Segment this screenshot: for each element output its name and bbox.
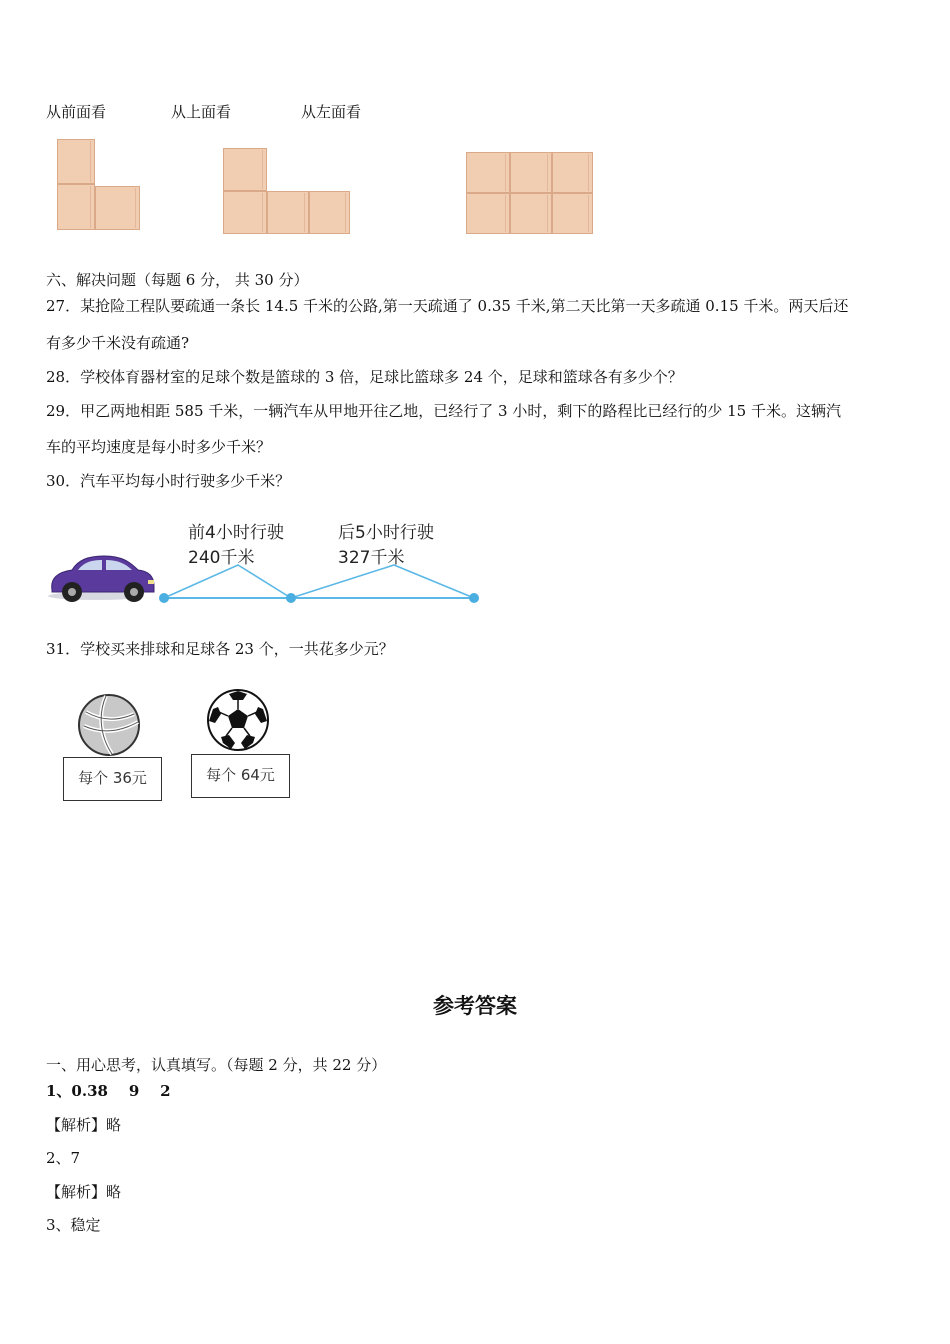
cube [466,193,510,234]
cube [57,139,95,184]
cube [267,191,309,234]
cube [552,193,593,234]
cube [95,186,140,230]
cube [552,152,593,193]
cube [223,148,267,191]
segment1-label-line1: 前4小时行驶 [188,523,284,543]
football-price-tag: 每个 64元 [191,754,290,798]
left-view-figure [466,152,593,234]
point-start [159,593,169,603]
point-middle [286,593,296,603]
answer-1: 1、0.38 9 2 [46,1082,171,1100]
question-27-line2: 有多少千米没有疏通? [46,334,190,352]
answer-1-note: 【解析】略 [46,1116,122,1134]
cube [223,191,267,234]
answer-2-note: 【解析】略 [46,1183,122,1201]
point-end [469,593,479,603]
question-29-line1: 29．甲乙两地相距 585 千米，一辆汽车从甲地开往乙地，已经行了 3 小时，剩下的路程比已经行的少 15 千米。这辆汽 [46,402,841,420]
question-29-line2: 车的平均速度是每小时多少千米？ [46,438,272,456]
segment1-label-line2: 240千米 [188,548,255,568]
left-view-label: 从左面看 [301,103,362,121]
front-view-label: 从前面看 [46,103,107,121]
answer-3: 3、稳定 [46,1216,101,1234]
section6-heading: 六、解决问题（每题 6 分， 共 30 分） [46,271,309,289]
question-27-line1: 27．某抢险工程队要疏通一条长 14.5 千米的公路,第一天疏通了 0.35 千米,第二天比第一天多疏通 0.15 千米。两天后还 [46,297,849,315]
cube [510,152,552,193]
segment2-label-line2: 327千米 [338,548,405,568]
question-30: 30．汽车平均每小时行驶多少千米？ [46,472,291,490]
answers-section1-heading: 一、用心思考，认真填写。（每题 2 分，共 22 分） [46,1056,387,1074]
cube [309,191,350,234]
segment1-bracket [164,565,291,598]
car-icon [48,556,154,602]
top-view-figure [223,148,351,234]
segment2-bracket [291,565,474,598]
football-icon [205,687,271,753]
question-31: 31．学校买来排球和足球各 23 个，一共花多少元？ [46,640,394,658]
front-view-figure [57,139,141,231]
cube [510,193,552,234]
volleyball-price-tag: 每个 36元 [63,757,162,801]
cube [57,184,95,230]
cube [466,152,510,193]
segment2-label-line1: 后5小时行驶 [338,523,434,543]
volleyball-icon [76,692,142,758]
top-view-label: 从上面看 [171,103,232,121]
answers-title: 参考答案 [433,993,517,1018]
question-28: 28．学校体育器材室的足球个数是篮球的 3 倍，足球比篮球多 24 个，足球和篮球各有多少个？ [46,368,683,386]
answer-2: 2、7 [46,1149,81,1167]
